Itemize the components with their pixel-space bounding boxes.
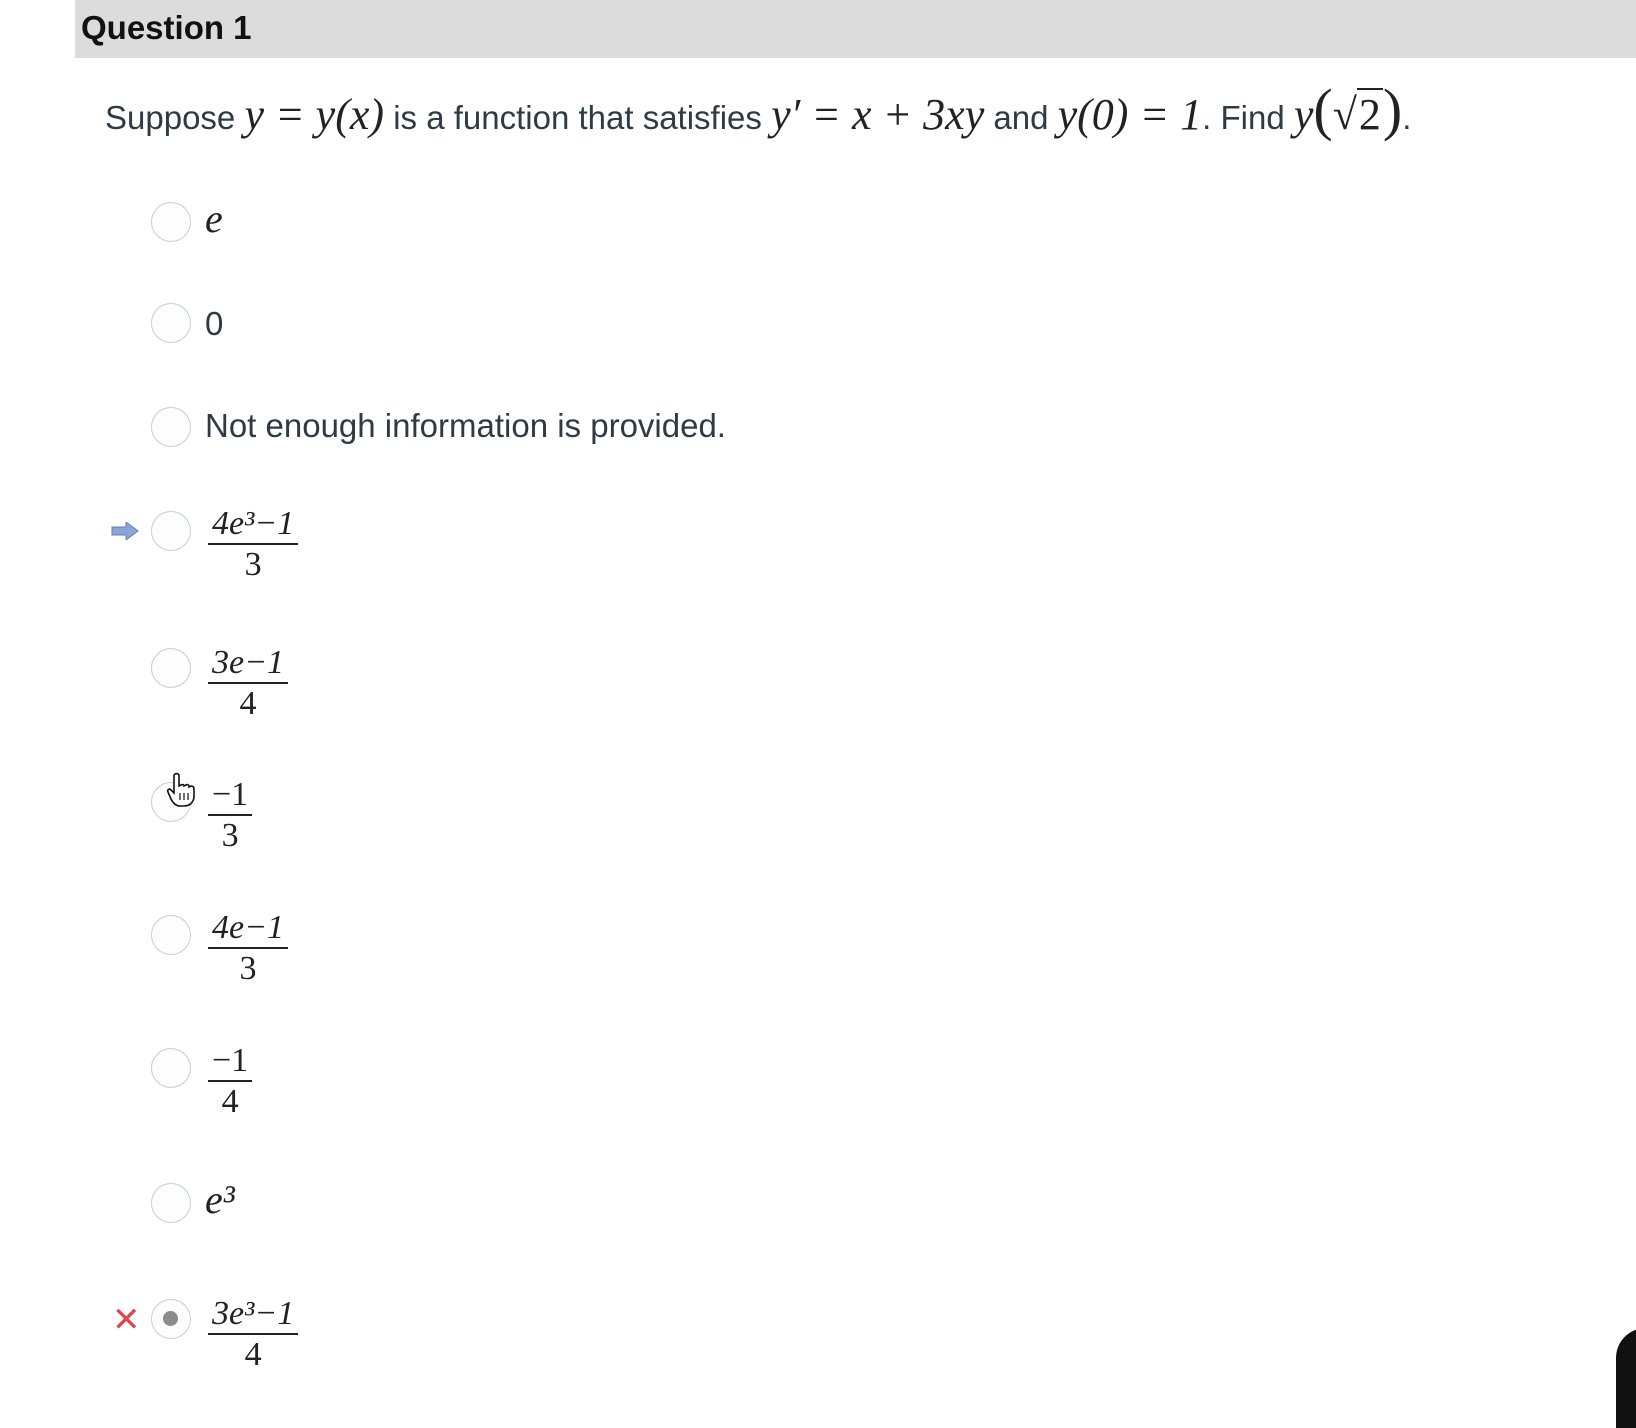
prompt-text-1: Suppose xyxy=(105,99,236,136)
prompt-text-2: is a function that satisfies xyxy=(393,99,762,136)
denominator: 3 xyxy=(239,950,257,987)
radio-button[interactable] xyxy=(151,915,191,955)
radio-button[interactable] xyxy=(151,1183,191,1223)
answer-option-4e3-1-over-3[interactable] xyxy=(0,505,1000,595)
question-header xyxy=(75,0,1636,58)
sqrt-argument: 2 xyxy=(1358,90,1381,139)
prompt-end: . xyxy=(1402,99,1412,136)
radio-button[interactable] xyxy=(151,648,191,688)
denominator: 3 xyxy=(221,817,239,854)
radio-button[interactable] xyxy=(151,407,191,447)
fraction xyxy=(208,505,298,585)
prompt-text-3: and xyxy=(993,99,1049,136)
denominator: 3 xyxy=(244,546,262,583)
question-title: Question 1 xyxy=(81,9,252,46)
numerator: 3e−1 xyxy=(212,644,285,681)
answer-option-neg1-over-4[interactable] xyxy=(0,1038,1000,1128)
answer-label: e³ xyxy=(205,1177,235,1222)
answer-option-not-enough[interactable] xyxy=(0,400,1000,490)
fraction xyxy=(208,776,252,856)
answer-label: 0 xyxy=(205,305,224,342)
denominator: 4 xyxy=(221,1083,239,1120)
radio-button[interactable] xyxy=(151,303,191,343)
numerator: 3e³−1 xyxy=(212,1295,295,1332)
equation-differential: y′ = x + 3xy xyxy=(771,90,985,139)
answer-option-neg1-over-3[interactable] xyxy=(0,772,1000,862)
answer-option-e[interactable] xyxy=(0,195,1000,285)
correct-answer-arrow-icon xyxy=(111,522,139,540)
equation-initial-condition: y(0) = 1 xyxy=(1057,90,1203,139)
corner-decoration xyxy=(1616,1328,1636,1428)
answer-option-3e-1-over-4[interactable] xyxy=(0,638,1000,728)
prompt-text-4: . Find xyxy=(1202,99,1285,136)
fraction xyxy=(208,1295,298,1375)
radio-button[interactable] xyxy=(151,511,191,551)
answer-option-3e3-1-over-4[interactable] xyxy=(0,1295,1000,1385)
numerator: −1 xyxy=(212,1042,249,1079)
denominator: 4 xyxy=(244,1336,262,1373)
denominator: 4 xyxy=(239,685,257,722)
radio-button[interactable] xyxy=(151,202,191,242)
answer-option-zero[interactable] xyxy=(0,298,1000,388)
answer-label: Not enough information is provided. xyxy=(205,407,726,444)
equation-y-of-x: y = y(x) xyxy=(244,90,385,139)
numerator: 4e³−1 xyxy=(212,505,295,542)
fraction xyxy=(208,1042,252,1122)
fraction xyxy=(208,909,288,989)
answer-option-e3[interactable] xyxy=(0,1177,1000,1270)
hand-cursor-icon xyxy=(166,772,196,808)
answer-option-4e-1-over-3[interactable] xyxy=(0,905,1000,995)
numerator: −1 xyxy=(212,776,249,813)
equation-target: y(√2) xyxy=(1293,77,1403,142)
answer-label: e xyxy=(205,196,223,241)
fraction xyxy=(208,644,288,724)
question-prompt xyxy=(105,77,1625,148)
radio-button[interactable] xyxy=(151,1048,191,1088)
numerator: 4e−1 xyxy=(212,909,285,946)
radio-button-selected[interactable] xyxy=(151,1299,191,1339)
incorrect-x-icon: ✕ xyxy=(112,1300,141,1340)
